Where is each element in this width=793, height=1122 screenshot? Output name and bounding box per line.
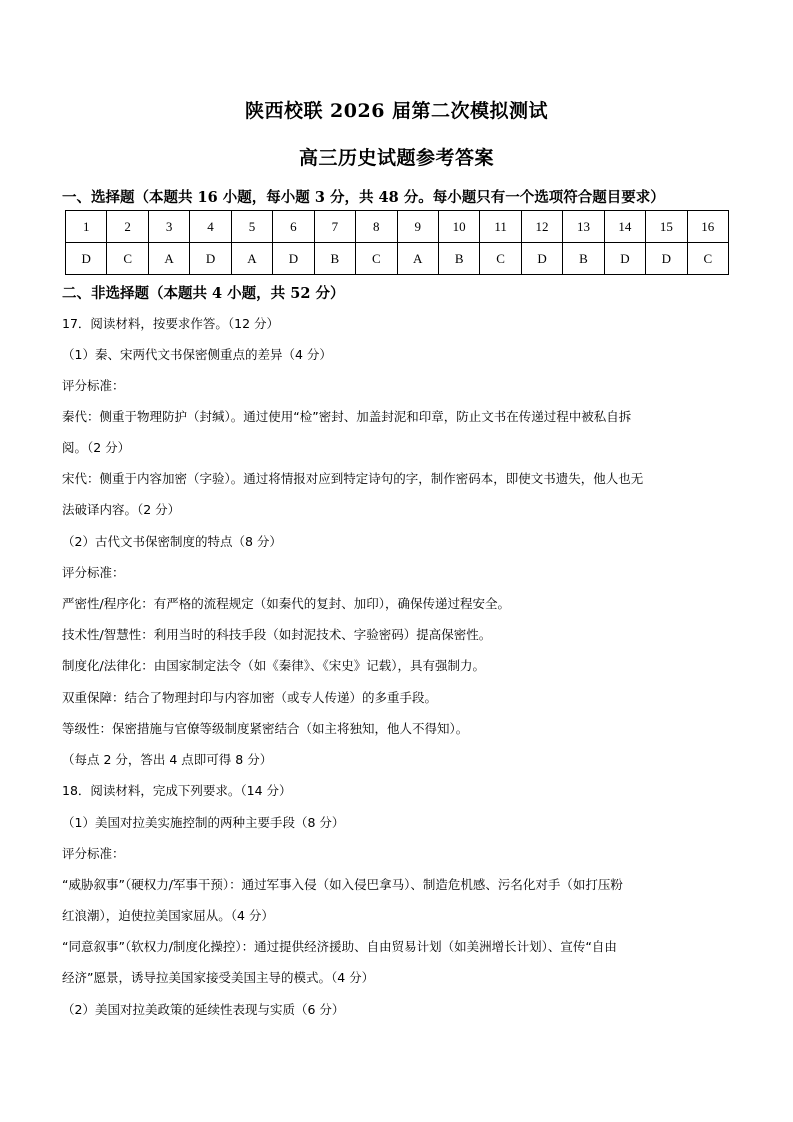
subquestion-heading: （1）秦、宋两代文书保密侧重点的差异（4 分）: [62, 347, 332, 362]
answer-key-table: [65, 210, 729, 275]
answer-paragraph: 经济”愿景，诱导拉美国家接受美国主导的模式。（4 分）: [62, 970, 375, 985]
question-number: 10: [438, 211, 479, 243]
answer-cell: D: [646, 243, 687, 275]
scoring-label: 评分标准：: [62, 565, 125, 580]
section-heading-non-choice: 二、非选择题（本题共 4 小题，共 52 分）: [62, 285, 345, 302]
answer-cell: A: [397, 243, 438, 275]
question-number: 7: [314, 211, 355, 243]
answer-paragraph: 红浪潮），迫使拉美国家屈从。（4 分）: [62, 908, 274, 923]
question-18-stem: 18．阅读材料，完成下列要求。（14 分）: [62, 783, 292, 798]
answer-cell: D: [273, 243, 314, 275]
question-number: 8: [356, 211, 397, 243]
question-number: 2: [107, 211, 148, 243]
question-number: 9: [397, 211, 438, 243]
answer-cell: D: [190, 243, 231, 275]
answer-cell: C: [107, 243, 148, 275]
answer-paragraph: 法破译内容。（2 分）: [62, 502, 181, 517]
document-subtitle: 高三历史试题参考答案: [298, 147, 494, 169]
question-number-row: [66, 211, 729, 243]
subquestion-heading: （2）美国对拉美政策的延续性表现与实质（6 分）: [62, 1002, 345, 1017]
subquestion-heading: （2）古代文书保密制度的特点（8 分）: [62, 534, 282, 549]
answer-point: 双重保障：结合了物理封印与内容加密（或专人传递）的多重手段。: [62, 690, 438, 705]
question-number: 12: [521, 211, 562, 243]
answer-cell: A: [148, 243, 189, 275]
answer-cell: C: [356, 243, 397, 275]
answer-row: [66, 243, 729, 275]
scoring-note: （每点 2 分，答出 4 点即可得 8 分）: [62, 752, 273, 767]
answer-point: 技术性/智慧性：利用当时的科技手段（如封泥技术、字验密码）提高保密性。: [62, 627, 492, 642]
answer-cell: D: [604, 243, 645, 275]
question-number: 13: [563, 211, 604, 243]
answer-cell: D: [521, 243, 562, 275]
question-17-stem: 17．阅读材料，按要求作答。（12 分）: [62, 316, 280, 331]
question-number: 15: [646, 211, 687, 243]
answer-cell: B: [563, 243, 604, 275]
question-number: 5: [231, 211, 272, 243]
scoring-label: 评分标准：: [62, 378, 125, 393]
section-heading-choice: 一、选择题（本题共 16 小题，每小题 3 分，共 48 分。每小题只有一个选项符合题目要求）: [62, 189, 665, 206]
answer-cell: B: [438, 243, 479, 275]
answer-paragraph: “同意叙事”（软权力/制度化操控）：通过提供经济援助、自由贸易计划（如美洲增长计划）、宣传“自由: [62, 939, 617, 954]
question-number: 3: [148, 211, 189, 243]
question-number: 14: [604, 211, 645, 243]
question-number: 6: [273, 211, 314, 243]
answer-cell: C: [687, 243, 728, 275]
subquestion-heading: （1）美国对拉美实施控制的两种主要手段（8 分）: [62, 815, 345, 830]
answer-paragraph: “威胁叙事”（硬权力/军事干预）：通过军事入侵（如入侵巴拿马）、制造危机感、污名化对手（如打压粉: [62, 877, 623, 892]
answer-cell: D: [66, 243, 107, 275]
answer-point: 等级性：保密措施与官僚等级制度紧密结合（如主将独知，他人不得知）。: [62, 721, 469, 736]
answer-paragraph: 宋代：侧重于内容加密（字验）。通过将情报对应到特定诗句的字，制作密码本，即使文书遗失，他人也无: [62, 471, 644, 486]
question-number: 16: [687, 211, 728, 243]
document-title: 陕西校联 2026 届第二次模拟测试: [244, 100, 549, 122]
answer-paragraph: 秦代：侧重于物理防护（封缄）。通过使用“检”密封、加盖封泥和印章，防止文书在传递过程中被私自拆: [62, 409, 632, 424]
scoring-label: 评分标准：: [62, 846, 125, 861]
question-number: 1: [66, 211, 107, 243]
question-number: 4: [190, 211, 231, 243]
answer-cell: B: [314, 243, 355, 275]
answer-paragraph: 阅。（2 分）: [62, 440, 131, 455]
answer-cell: C: [480, 243, 521, 275]
question-number: 11: [480, 211, 521, 243]
answer-point: 严密性/程序化：有严格的流程规定（如秦代的复封、加印），确保传递过程安全。: [62, 596, 510, 611]
answer-cell: A: [231, 243, 272, 275]
answer-point: 制度化/法律化：由国家制定法令（如《秦律》、《宋史》记载），具有强制力。: [62, 658, 485, 673]
